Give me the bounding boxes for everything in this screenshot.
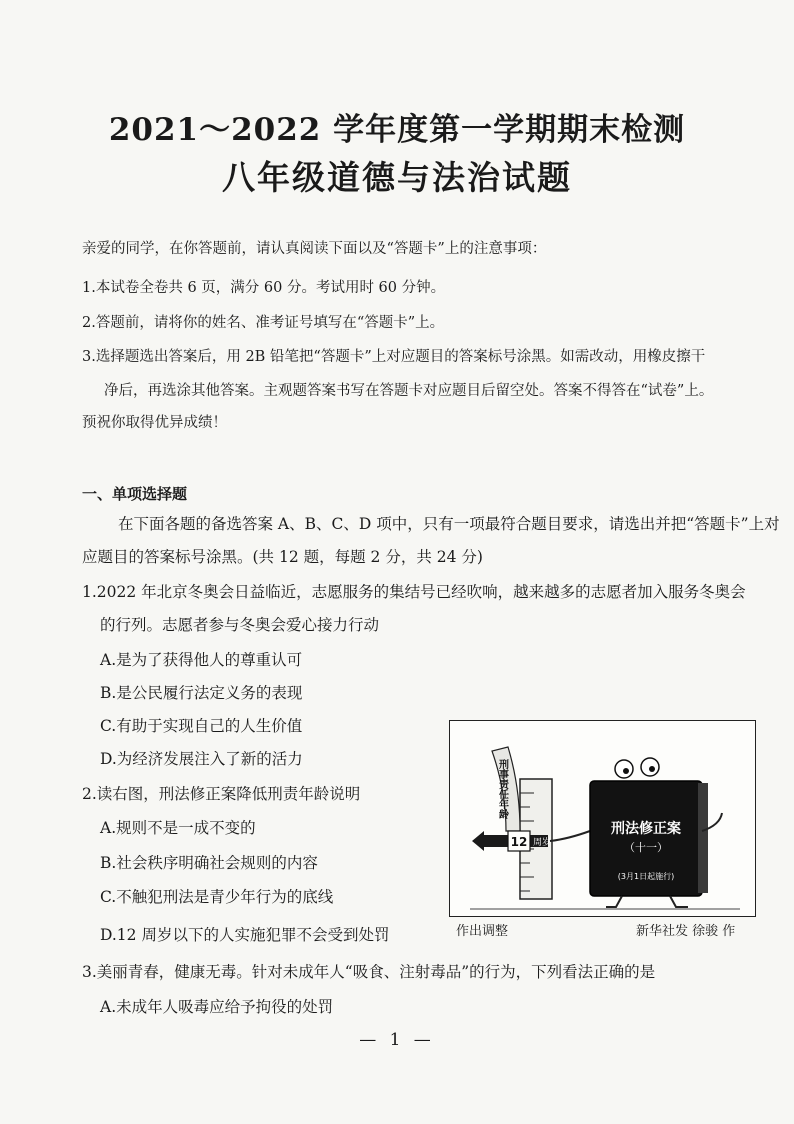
question-1-stem-2: 的行列。志愿者参与冬奥会爱心接力行动 xyxy=(100,616,380,634)
notice-item-3b: 净后，再选涂其他答案。主观题答案书写在答题卡对应题目后留空处。答案不得答在“试卷”上。 xyxy=(104,383,714,399)
section-instruction-1: 在下面各题的备选答案 A、B、C、D 项中，只有一项最符合题目要求，请选出并把“答题卡”上对 xyxy=(118,515,780,533)
arrow-unit-text: 周岁 xyxy=(532,838,552,848)
question-1-option-c: C.有助于实现自己的人生价值 xyxy=(100,717,303,735)
notice-item-3a: 3.选择题选出答案后，用 2B 铅笔把“答题卡”上对应题目的答案标号涂黑。如需改动，用橡皮擦干 xyxy=(82,349,706,365)
question-3-stem: 3.美丽青春，健康无毒。针对未成年人“吸食、注射毒品”的行为，下列看法正确的是 xyxy=(82,963,656,981)
question-1-stem-1: 1.2022 年北京冬奥会日益临近，志愿服务的集结号已经吹响，越来越多的志愿者加入服务冬奥会 xyxy=(82,583,746,601)
figure-caption-right: 新华社发 徐骏 作 xyxy=(636,924,736,939)
question-2-option-a: A.规则不是一成不变的 xyxy=(100,819,256,837)
figure-caption-left: 作出调整 xyxy=(456,924,509,939)
question-2-option-b: B.社会秩序明确社会规则的内容 xyxy=(100,854,318,872)
book-subtitle-text: （十一） xyxy=(624,841,668,854)
question-1-option-a: A.是为了获得他人的尊重认可 xyxy=(100,651,303,669)
cartoon-figure xyxy=(449,720,756,917)
notice-wish: 预祝你取得优异成绩！ xyxy=(82,415,227,431)
exam-title-line2: 八年级道德与法治试题 xyxy=(222,158,572,197)
question-3-option-a: A.未成年人吸毒应给予拘役的处罚 xyxy=(100,998,334,1016)
ruler-label-text: 刑事责任年龄 xyxy=(496,759,508,819)
notice-item-2: 2.答题前，请将你的姓名、准考证号填写在“答题卡”上。 xyxy=(82,315,445,331)
exam-title-line1: 2021～2022 学年度第一学期期末检测 xyxy=(108,112,686,148)
book-date-text: (3月1日起施行) xyxy=(617,872,675,881)
question-2-option-c: C.不触犯刑法是青少年行为的底线 xyxy=(100,888,334,906)
section-instruction-2: 应题目的答案标号涂黑。(共 12 题，每题 2 分，共 24 分) xyxy=(82,548,483,566)
arrow-age-text: 12 xyxy=(510,835,528,849)
cartoon-illustration xyxy=(450,721,755,916)
page-number: — 1 — xyxy=(359,1030,435,1050)
question-2-option-d: D.12 周岁以下的人实施犯罪不会受到处罚 xyxy=(100,926,390,944)
section-heading: 一、单项选择题 xyxy=(82,485,188,503)
book-title-text: 刑法修正案 xyxy=(611,821,681,837)
notice-intro: 亲爱的同学，在你答题前，请认真阅读下面以及“答题卡”上的注意事项： xyxy=(82,241,547,257)
question-1-option-b: B.是公民履行法定义务的表现 xyxy=(100,684,303,702)
question-1-option-d: D.为经济发展注入了新的活力 xyxy=(100,750,303,768)
question-2-stem: 2.读右图，刑法修正案降低刑责年龄说明 xyxy=(82,785,361,803)
notice-item-1: 1.本试卷全卷共 6 页，满分 60 分。考试用时 60 分钟。 xyxy=(82,280,446,296)
